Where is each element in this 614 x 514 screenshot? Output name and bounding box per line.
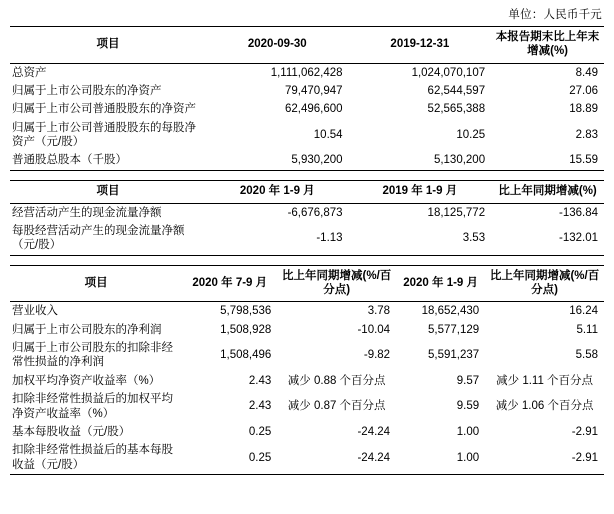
table-row (10, 321, 604, 339)
row-label: 归属于上市公司普通股股东的每股净资产（元/股） (12, 121, 196, 149)
table-row (10, 390, 604, 423)
row-value-current: -6,676,873 (287, 206, 343, 219)
row-value-ytd-change: 减少 1.06 个百分点 (495, 400, 594, 413)
row-label: 扣除非经常性损益后的基本每股收益（元/股） (10, 441, 182, 474)
row-value-ytd: 5,591,237 (428, 349, 480, 362)
row-value-q3: 5,798,536 (220, 305, 272, 318)
row-value-current: 62,496,600 (285, 103, 343, 116)
table-row (10, 151, 604, 170)
cash-flow-table (10, 180, 604, 256)
row-value-ytd: 5,577,129 (428, 323, 480, 336)
column-header-item: 项目 (10, 265, 182, 302)
unit-note: 单位：人民币千元 (508, 9, 602, 21)
row-label: 归属于上市公司普通股股东的净资产 (12, 103, 196, 116)
column-header-period-current: 2020-09-30 (206, 27, 349, 64)
row-value-q3: 1,508,928 (220, 323, 272, 336)
row-value-prior: 10.25 (456, 128, 486, 141)
row-label: 每股经营活动产生的现金流量净额（元/股） (10, 222, 206, 255)
row-label: 加权平均净资产收益率（%） (12, 374, 161, 387)
row-label: 总资产 (12, 66, 47, 79)
row-value-ytd-change: 减少 1.11 个百分点 (496, 374, 594, 387)
row-value-q3-change: -9.82 (363, 349, 391, 362)
row-label: 归属于上市公司股东的净利润 (12, 323, 162, 336)
row-value-change: -136.84 (558, 206, 598, 219)
table-row (10, 119, 604, 152)
column-header-q3: 2020 年 7-9 月 (182, 265, 277, 302)
row-value-change: 27.06 (569, 84, 598, 97)
table-row (10, 302, 604, 321)
table-row (10, 203, 604, 222)
column-header-change: 比上年同期增减(%) (491, 180, 604, 203)
column-header-q3-change: 比上年同期增减(%/百分点) (277, 265, 396, 302)
table-row (10, 441, 604, 474)
row-value-prior: 62,544,597 (427, 84, 486, 97)
table-row (10, 63, 604, 82)
row-value-q3-change: -24.24 (277, 441, 396, 474)
table-header-row (10, 265, 604, 302)
row-value-prior: 3.53 (349, 222, 492, 255)
row-label: 扣除非经常性损益后的加权平均净资产收益率（%） (12, 393, 173, 420)
row-value-q3: 2.43 (248, 374, 272, 387)
column-header-ytd-change: 比上年同期增减(%/百分点) (485, 265, 604, 302)
row-value-ytd: 1.00 (456, 425, 480, 438)
balance-sheet-table (10, 26, 604, 171)
row-label: 基本每股收益（元/股） (12, 425, 131, 438)
table-row (10, 100, 604, 118)
table-row (10, 222, 604, 255)
row-value-q3: 0.25 (248, 425, 272, 438)
row-value-current: 79,470,947 (285, 84, 343, 97)
row-value-change: 8.49 (575, 66, 598, 79)
row-value-q3: 0.25 (182, 441, 277, 474)
column-header-period-prior: 2019 年 1-9 月 (349, 180, 492, 203)
row-value-ytd-change: 16.24 (569, 305, 598, 318)
row-value-q3-change: 3.78 (367, 305, 391, 318)
table-row (10, 372, 604, 390)
row-label: 普通股总股本（千股） (10, 151, 206, 170)
column-header-item: 项目 (10, 27, 206, 64)
row-value-change: 15.59 (491, 151, 604, 170)
column-header-period-current: 2020 年 1-9 月 (206, 180, 349, 203)
row-value-ytd: 1.00 (396, 441, 485, 474)
row-value-q3-change: 减少 0.88 个百分点 (287, 374, 386, 387)
column-header-change: 本报告期末比上年末增减(%) (491, 27, 604, 64)
row-value-current: 1,111,062,428 (270, 66, 343, 79)
column-header-item: 项目 (10, 180, 206, 203)
row-label: 营业收入 (12, 305, 58, 318)
row-value-prior: 5,130,200 (349, 151, 492, 170)
row-value-q3-change: -10.04 (357, 323, 391, 336)
table-row (10, 423, 604, 441)
row-value-change: 2.83 (575, 128, 598, 141)
row-value-ytd-change: 5.11 (576, 323, 598, 336)
row-value-q3: 1,508,496 (220, 349, 272, 362)
row-value-change: 18.89 (569, 103, 598, 116)
row-label: 归属于上市公司股东的净资产 (12, 84, 162, 97)
table-header-row (10, 180, 604, 203)
table-row (10, 339, 604, 372)
table-row (10, 82, 604, 100)
row-value-current: 5,930,200 (206, 151, 349, 170)
table-header-row (10, 27, 604, 64)
row-value-prior: 1,024,070,107 (411, 66, 486, 79)
row-value-q3-change: -24.24 (357, 425, 391, 438)
row-value-ytd-change: -2.91 (571, 425, 598, 438)
row-value-current: 10.54 (313, 128, 343, 141)
row-label: 经营活动产生的现金流量净额 (12, 206, 162, 219)
row-value-q3-change: 减少 0.87 个百分点 (287, 400, 386, 413)
row-value-change: -132.01 (491, 222, 604, 255)
income-statement-table (10, 265, 604, 475)
column-header-ytd: 2020 年 1-9 月 (396, 265, 485, 302)
row-value-ytd: 18,652,430 (421, 305, 480, 318)
row-value-current: -1.13 (206, 222, 349, 255)
row-value-ytd-change: 5.58 (575, 349, 598, 362)
column-header-period-prior: 2019-12-31 (349, 27, 492, 64)
row-value-ytd: 9.59 (456, 400, 480, 413)
row-value-ytd: 9.57 (456, 374, 480, 387)
row-value-ytd-change: -2.91 (485, 441, 604, 474)
row-value-q3: 2.43 (248, 400, 272, 413)
row-value-prior: 18,125,772 (427, 206, 486, 219)
row-label: 归属于上市公司股东的扣除非经常性损益的净利润 (12, 342, 173, 369)
row-value-prior: 52,565,388 (427, 103, 486, 116)
